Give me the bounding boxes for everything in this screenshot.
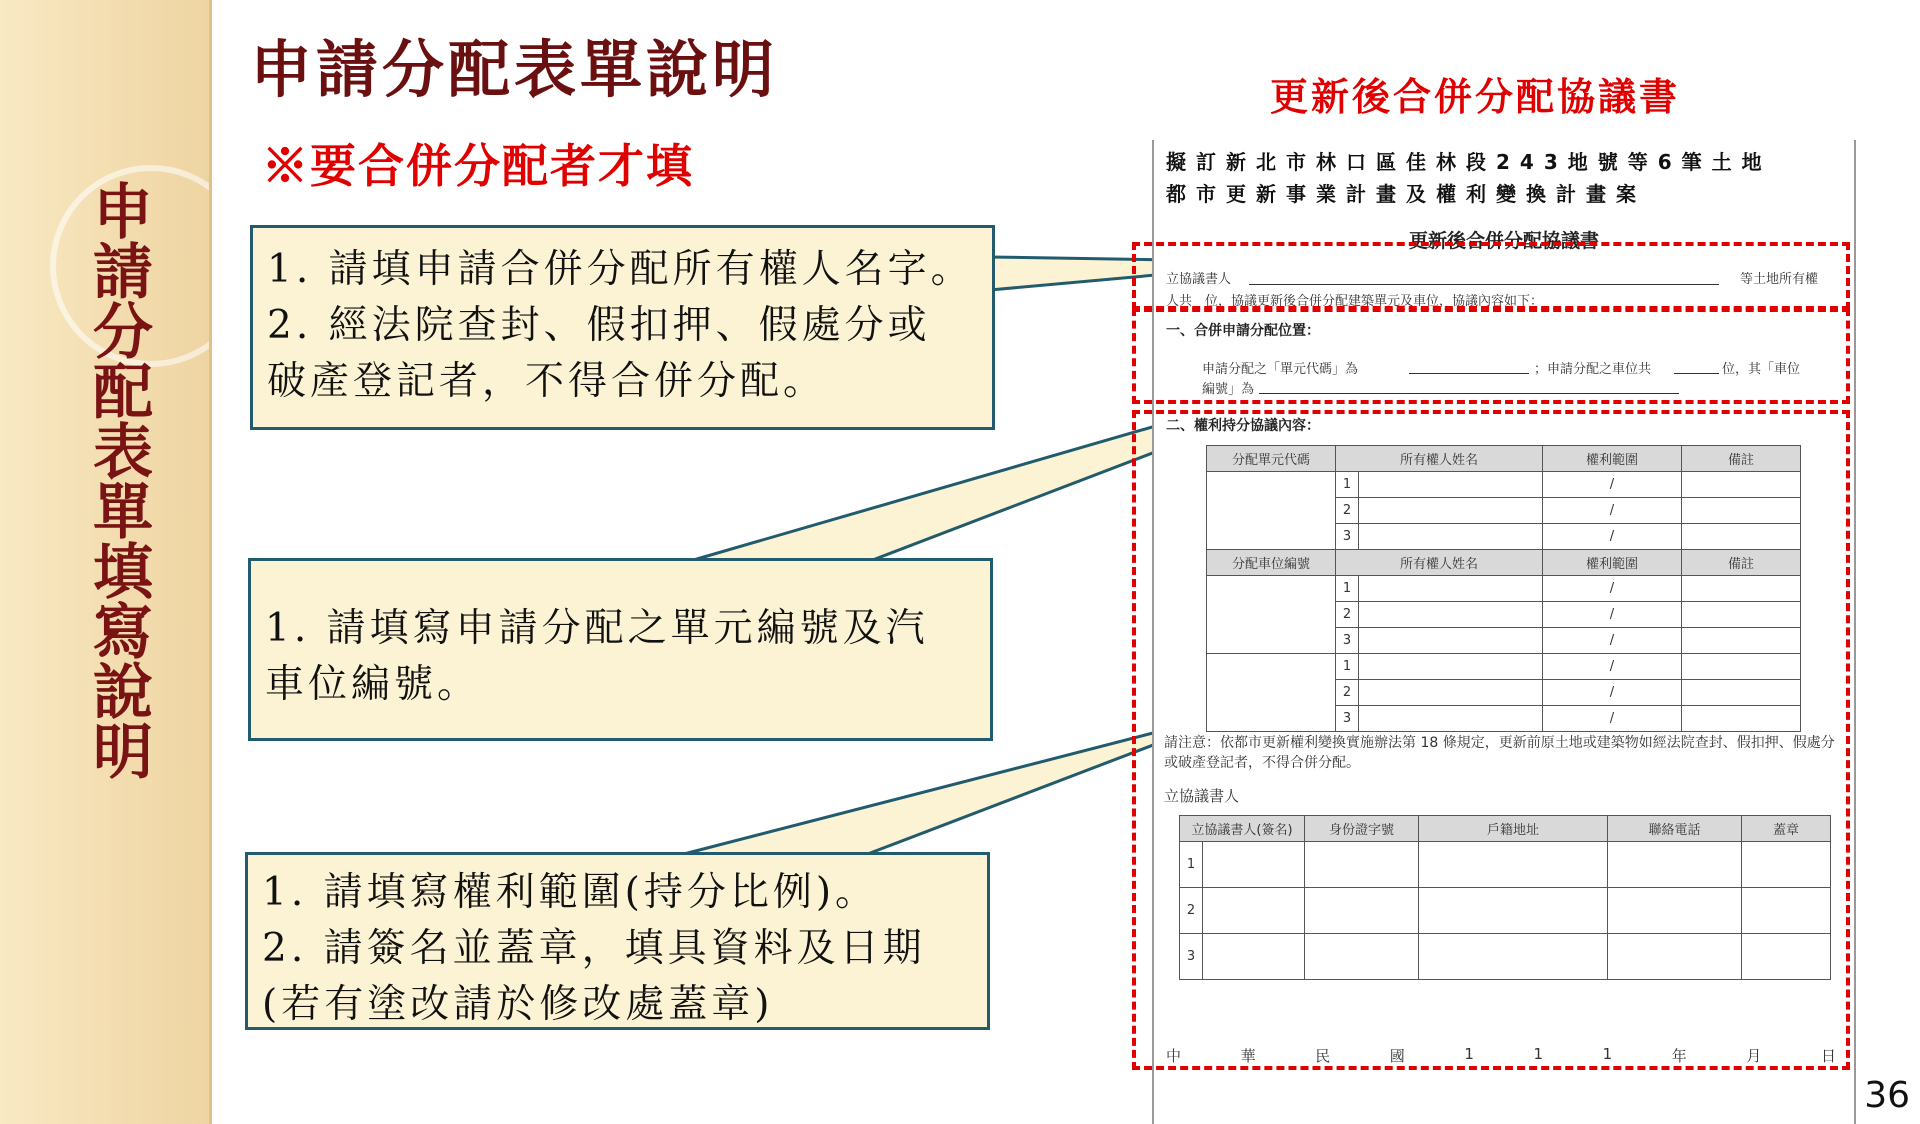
intro-b: 等土地所有權 [1740,272,1819,287]
range-cell[interactable]: / [1543,706,1682,732]
header-cell: 所有權人姓名 [1336,446,1543,472]
range-cell[interactable]: / [1543,602,1682,628]
row-number: 3 [1336,706,1359,732]
row-number: 1 [1336,576,1359,602]
callout-text: (若有塗改請於修改處蓋章) [262,982,774,1027]
row-number: 3 [1336,628,1359,654]
range-cell[interactable]: / [1543,654,1682,680]
range-cell[interactable]: / [1543,524,1682,550]
callout-rights-range [245,852,990,1030]
date-part: 年 [1671,1047,1687,1065]
document-heading: 更新後合併分配協議書 [1270,74,1681,119]
header-cell: 聯絡電話 [1608,816,1742,842]
row-number: 2 [1336,602,1359,628]
subtitle: ※要合併分配者才填 [262,139,694,193]
apply-line-c: 位，其「車位 [1722,362,1801,377]
highlight-rights-section [1132,410,1850,1070]
date-part: 1 [1533,1045,1544,1063]
page-title: 申請分配表單說明 [250,33,779,106]
header-cell: 備註 [1682,446,1801,472]
callout-unit-number [248,558,993,741]
row-number: 2 [1180,888,1203,934]
row-number: 1 [1336,472,1359,498]
row-number: 2 [1336,680,1359,706]
range-cell[interactable]: / [1543,628,1682,654]
header-cell: 所有權人姓名 [1336,550,1543,576]
page-number: 36 [1864,1075,1910,1116]
header-cell: 戶籍地址 [1419,816,1608,842]
date-part: 1 [1602,1045,1613,1063]
document-header [1166,146,1846,210]
apply-line-b: ；申請分配之車位共 [1534,362,1652,377]
callout-text: 2. 請簽名並蓋章，填具資料及日期 [262,926,926,971]
intro-a: 立協議書人 [1166,272,1232,287]
date-part: 國 [1389,1047,1405,1065]
document-inner-title: 更新後合併分配協議書 [1408,230,1599,252]
range-cell[interactable]: / [1543,472,1682,498]
date-part: 月 [1746,1047,1762,1065]
intro-c: 人共 位，協議更新後合併分配建築單元及車位，協議內容如下： [1166,294,1544,309]
header-cell: 權利範圍 [1543,550,1682,576]
section-2: 二、權利持分協議內容： [1166,418,1320,434]
callout-text: 1. 請填申請合併分配所有權人名字。 [267,247,974,292]
range-cell[interactable]: / [1543,680,1682,706]
callout-text: 1. 請填寫權利範圍(持分比例)。 [262,870,879,915]
row-number: 2 [1336,498,1359,524]
header-line-1: 擬訂新北市林口區佳林段243地號等6筆土地 [1166,150,1772,174]
date-part: 中 [1166,1047,1182,1065]
header-cell: 立協議書人(簽名) [1180,816,1305,842]
callout-text: 2. 經法院查封、假扣押、假處分或 [267,303,931,348]
range-cell[interactable]: / [1543,576,1682,602]
row-number: 3 [1336,524,1359,550]
highlight-position-section [1132,308,1850,404]
date-part: 日 [1820,1047,1836,1065]
section-1: 一、合併申請分配位置： [1166,323,1320,339]
date-part: 華 [1240,1047,1256,1065]
signer-label: 立協議書人 [1164,787,1240,805]
header-line-2: 都市更新事業計畫及權利變換計畫案 [1166,182,1646,206]
header-cell: 身份證字號 [1305,816,1419,842]
row-number: 1 [1336,654,1359,680]
header-cell: 權利範圍 [1543,446,1682,472]
header-cell: 分配車位編號 [1207,550,1336,576]
apply-line-2: 編號」為 [1202,382,1255,397]
callout-text: 破產登記者，不得合併分配。 [267,359,827,404]
header-cell: 備註 [1682,550,1801,576]
callout-text: 車位編號。 [265,662,481,707]
header-cell: 蓋章 [1742,816,1831,842]
row-number: 3 [1180,934,1203,980]
highlight-owner-line [1132,242,1850,310]
legal-note: 請注意：依都市更新權利變換實施辦法第 18 條規定，更新前原土地或建築物如經法院查封、假扣押、假處分或破產登記者，不得合併分配。 [1164,735,1835,771]
row-number: 1 [1180,842,1203,888]
callout-text: 1. 請填寫申請分配之單元編號及汽 [265,606,929,651]
callout-owner-names [250,225,995,430]
header-cell: 分配單元代碼 [1207,446,1336,472]
date-part: 民 [1315,1047,1331,1065]
apply-line-a: 申請分配之「單元代碼」為 [1202,362,1359,377]
date-part: 1 [1464,1045,1474,1063]
range-cell[interactable]: / [1543,498,1682,524]
vertical-title: 申請分配表單填寫說明 [83,180,153,780]
